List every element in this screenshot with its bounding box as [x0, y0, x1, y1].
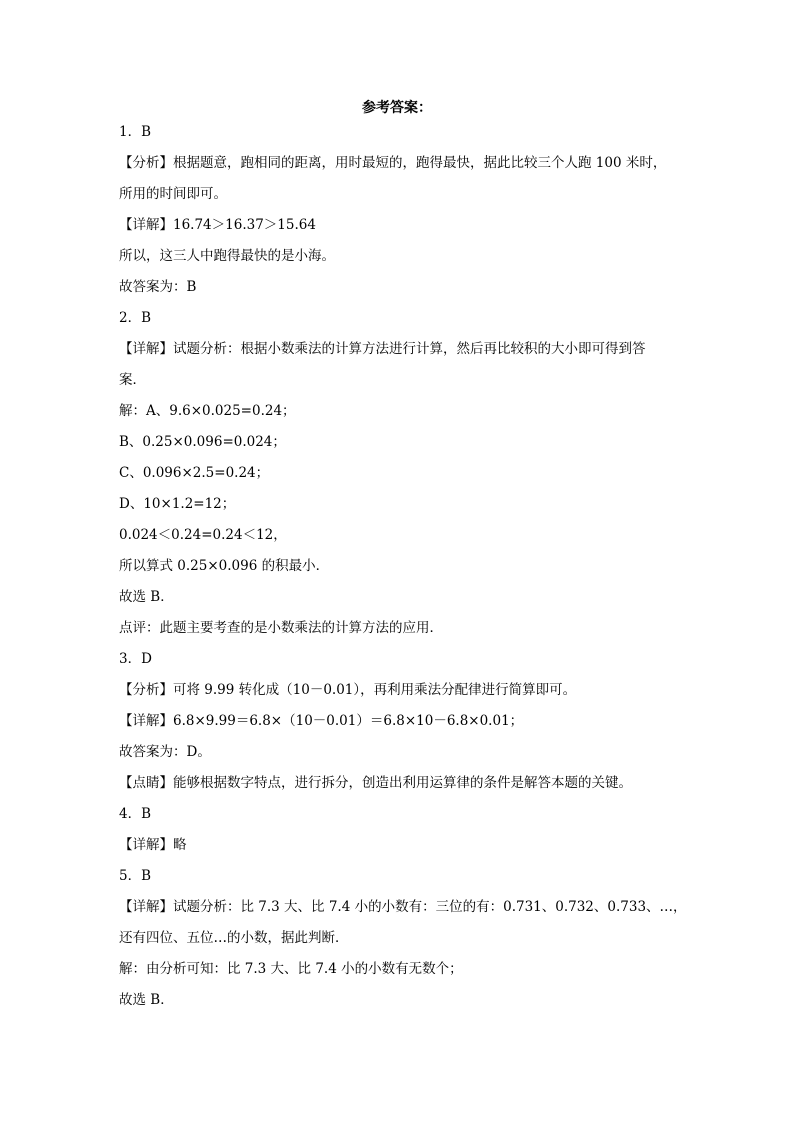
text-line: 4．B [119, 806, 152, 822]
text-line: 【详解】16.74＞16.37＞15.64 [119, 217, 316, 233]
text-line: 1．B [119, 124, 152, 140]
text-line: 故选 B． [119, 992, 174, 1008]
text-line: 解：A、9.6×0.025=0.24； [119, 403, 296, 419]
text-line: C、0.096×2.5=0.24； [119, 465, 270, 481]
text-line: 还有四位、五位…的小数，据此判断． [119, 930, 349, 946]
text-line: B、0.25×0.096=0.024； [119, 434, 286, 450]
text-line: 故答案为：D。 [119, 744, 211, 760]
answer-text-block [119, 120, 689, 1019]
text-line: 【分析】可将 9.99 转化成（10－0.01），再利用乘法分配律进行简算即可。 [119, 682, 577, 698]
text-line: 故选 B． [119, 589, 174, 605]
text-line: 2．B [119, 310, 152, 326]
text-line: 所以算式 0.25×0.096 的积最小． [119, 558, 330, 574]
text-line: 3．D [119, 651, 152, 667]
text-line: 【详解】试题分析：根据小数乘法的计算方法进行计算，然后再比较积的大小即可得到答 [119, 341, 646, 357]
text-line: D、10×1.2=12； [119, 496, 236, 512]
page-title: 参考答案： [362, 100, 432, 116]
text-line: 解：由分析可知：比 7.3 大、比 7.4 小的小数有无数个； [119, 961, 463, 977]
text-line: 所以，这三人中跑得最快的是小海。 [119, 248, 335, 264]
text-line: 案． [119, 372, 146, 388]
text-line: 【详解】6.8×9.99＝6.8×（10－0.01）＝6.8×10－6.8×0.01； [119, 713, 524, 729]
text-line: 【点睛】能够根据数字特点，进行拆分，创造出利用运算律的条件是解答本题的关键。 [119, 775, 632, 791]
text-line: 所用的时间即可。 [119, 186, 227, 202]
text-line: 【详解】略 [119, 837, 187, 853]
text-line: 故答案为：B [119, 279, 197, 295]
text-line: 【分析】根据题意，跑相同的距离，用时最短的，跑得最快，据此比较三个人跑 100 米时， [119, 155, 667, 171]
text-line: 0.024＜0.24=0.24＜12， [119, 527, 287, 543]
text-line: 5．B [119, 868, 152, 884]
text-line: 【详解】试题分析：比 7.3 大、比 7.4 小的小数有：三位的有：0.731、0.732、0.733、…， [119, 899, 687, 915]
text-line: 点评：此题主要考查的是小数乘法的计算方法的应用． [119, 620, 443, 636]
